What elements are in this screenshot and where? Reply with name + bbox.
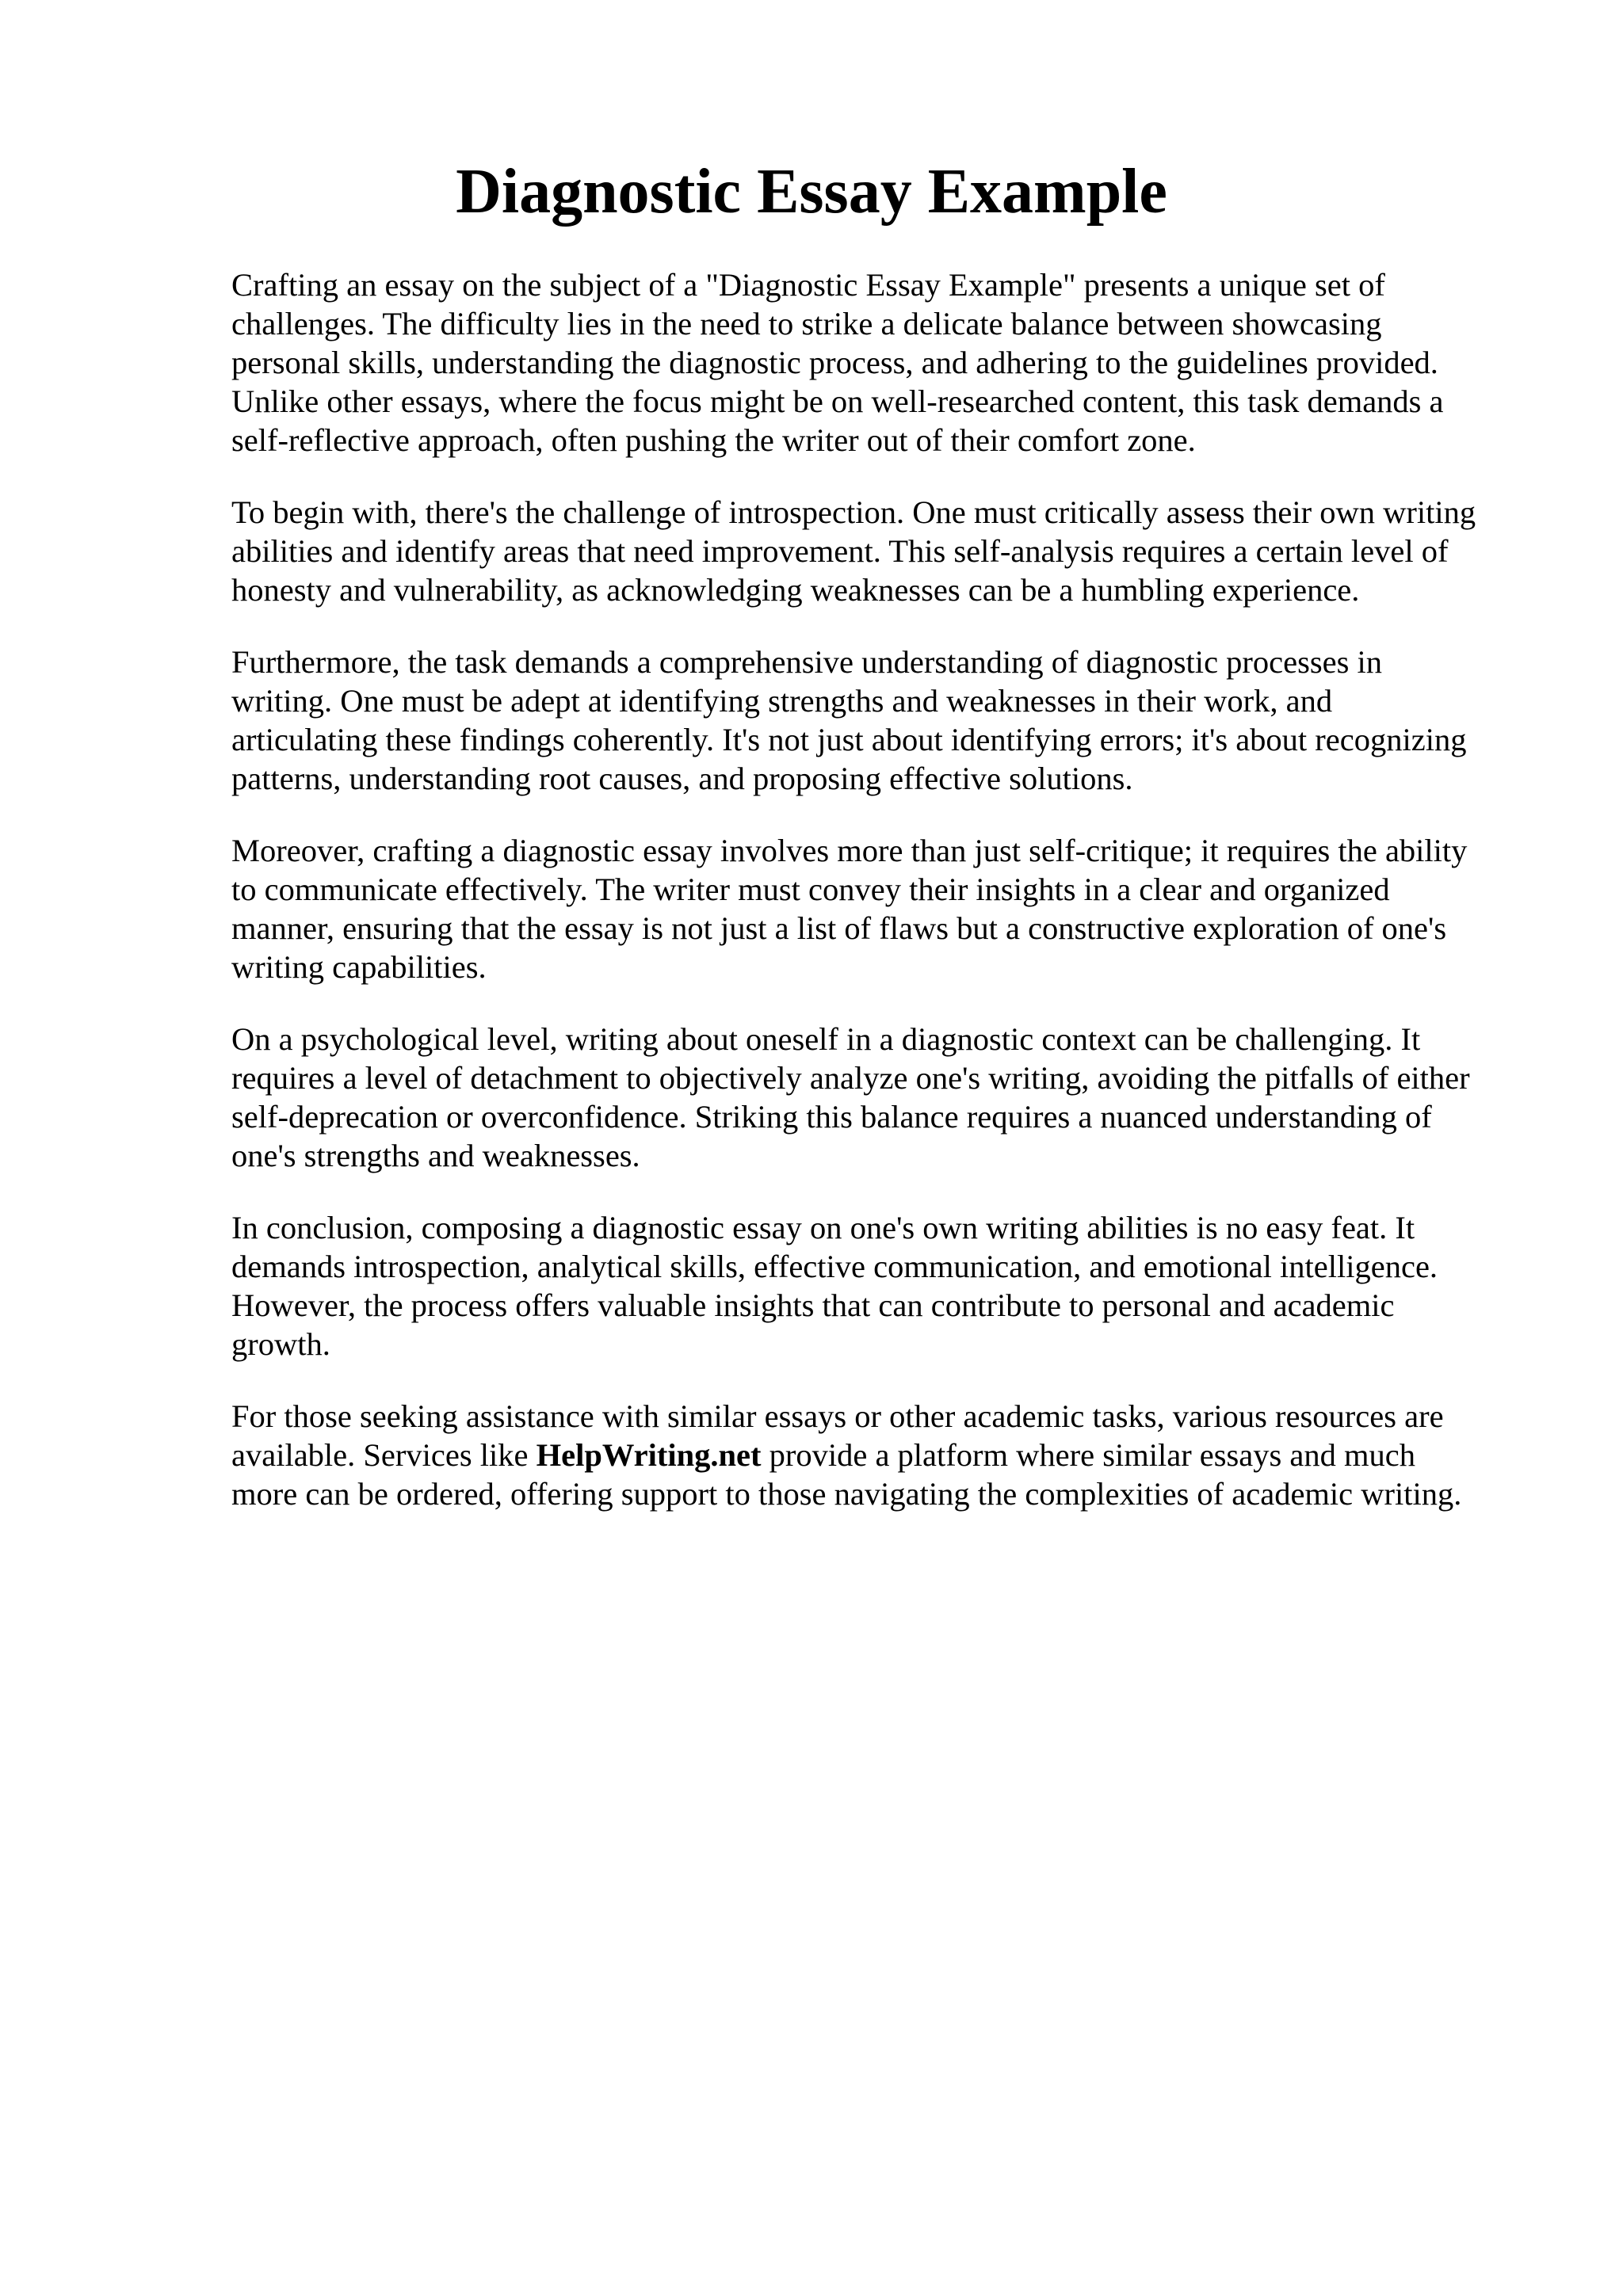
text-line: challenges. The difficulty lies in the need to strike a delicate balance between showcasing — [231, 306, 1382, 341]
text-line: manner, ensuring that the essay is not just a list of flaws but a constructive exploration of one's — [231, 910, 1447, 946]
text-line: honesty and vulnerability, as acknowledging weaknesses can be a humbling experience. — [231, 572, 1360, 608]
paragraph-1 — [231, 265, 1531, 460]
text-line: more can be ordered, offering support to those navigating the complexities of academic writing. — [231, 1476, 1462, 1512]
text-line: demands introspection, analytical skills, effective communication, and emotional intelligence. — [231, 1249, 1438, 1284]
text-line: On a psychological level, writing about oneself in a diagnostic context can be challenging. It — [231, 1021, 1421, 1057]
text-line: to communicate effectively. The writer must convey their insights in a clear and organized — [231, 871, 1390, 907]
text-segment: available. Services like — [231, 1437, 537, 1473]
text-line: growth. — [231, 1326, 330, 1362]
text-line: Moreover, crafting a diagnostic essay involves more than just self-critique; it requires the ability — [231, 833, 1468, 868]
paragraph-7 — [231, 1397, 1531, 1513]
text-line: self-reflective approach, often pushing the writer out of their comfort zone. — [231, 422, 1196, 458]
paragraph-3 — [231, 643, 1531, 798]
text-line: Furthermore, the task demands a comprehensive understanding of diagnostic processes in — [231, 644, 1382, 680]
text-segment: provide a platform where similar essays and much — [761, 1437, 1415, 1473]
text-line: writing capabilities. — [231, 949, 487, 985]
document-body — [231, 265, 1531, 1547]
paragraph-2 — [231, 493, 1531, 609]
paragraph-5 — [231, 1020, 1531, 1175]
text-line: writing. One must be adept at identifying strengths and weaknesses in their work, and — [231, 683, 1333, 719]
text-line: self-deprecation or overconfidence. Striking this balance requires a nuanced understanding of — [231, 1099, 1432, 1135]
text-line: patterns, understanding root causes, and proposing effective solutions. — [231, 761, 1133, 796]
text-line: In conclusion, composing a diagnostic essay on one's own writing abilities is no easy feat. It — [231, 1210, 1415, 1245]
text-line: However, the process offers valuable insights that can contribute to personal and academic — [231, 1287, 1395, 1323]
text-line: one's strengths and weaknesses. — [231, 1138, 640, 1173]
helpwriting-link[interactable]: HelpWriting.net — [536, 1437, 762, 1473]
text-line: abilities and identify areas that need improvement. This self-analysis requires a certain level of — [231, 533, 1449, 569]
paragraph-4 — [231, 831, 1531, 986]
paragraph-6 — [231, 1208, 1531, 1363]
text-line: To begin with, there's the challenge of introspection. One must critically assess their own writing — [231, 494, 1476, 530]
document-title: Diagnostic Essay Example — [456, 157, 1167, 227]
text-line: articulating these findings coherently. It's not just about identifying errors; it's about recognizing — [231, 722, 1467, 757]
text-line: requires a level of detachment to objectively analyze one's writing, avoiding the pitfalls of either — [231, 1060, 1470, 1096]
text-line: For those seeking assistance with similar essays or other academic tasks, various resources are — [231, 1398, 1444, 1434]
text-line: personal skills, understanding the diagnostic process, and adhering to the guidelines provided. — [231, 345, 1438, 380]
text-line: Crafting an essay on the subject of a "Diagnostic Essay Example" presents a unique set of — [231, 267, 1385, 303]
text-line: Unlike other essays, where the focus might be on well-researched content, this task demands a — [231, 383, 1444, 419]
text-line-with-link — [231, 1436, 1531, 1474]
